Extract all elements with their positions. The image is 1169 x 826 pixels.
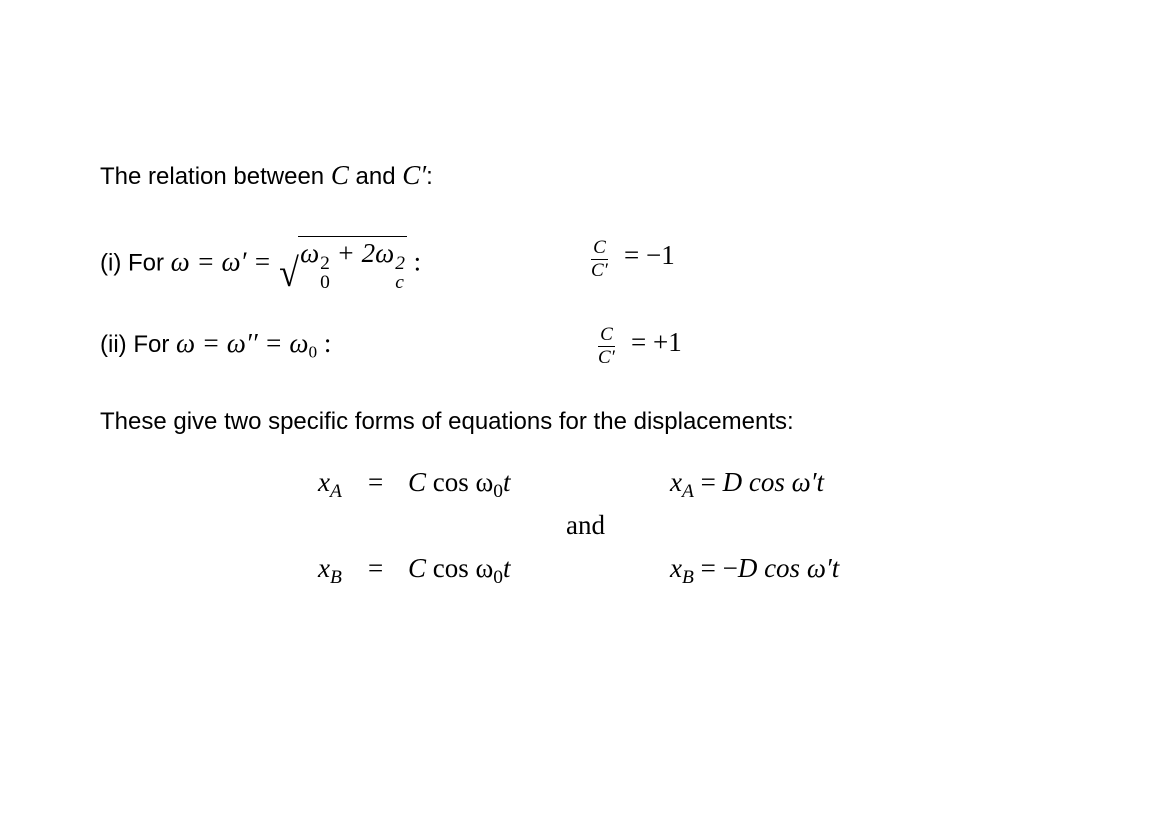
- case-ii-ratio-num: C: [600, 324, 613, 345]
- case-ii-prefix: (ii) For: [100, 331, 176, 358]
- case-i-colon: :: [406, 246, 422, 277]
- sqrt-expression: [278, 236, 407, 293]
- eq-left-xb-equals: =: [368, 553, 384, 583]
- case-ii-ratio-value: = +1: [631, 327, 682, 357]
- radical-sign: √: [279, 249, 299, 295]
- case-ii-ratio-den: C′: [598, 347, 615, 368]
- eq-left-xb-rhs: C $\cos \omega_0t$: [408, 553, 511, 589]
- case-ii-ratio-fraction: [598, 325, 615, 367]
- eq-left-xa-rhs: C $\cos \omega_0t$: [408, 467, 511, 503]
- summary-text: These give two specific forms of equations for the displacements:: [100, 408, 794, 435]
- case-i-prefix: (i) For: [100, 249, 171, 277]
- case-i-ratio-fraction: [591, 238, 608, 280]
- eq-right-xb: $x_B = -D$ cos ω′t: [670, 553, 840, 589]
- eq-left-xa-equals: =: [368, 467, 384, 497]
- var-c-prime: C′: [402, 160, 427, 190]
- intro-text-before: The relation between: [100, 163, 331, 190]
- case-i-line: [100, 236, 421, 293]
- intro-text-and: and: [348, 163, 403, 190]
- case-ii-lhs-sub: 0: [308, 342, 318, 362]
- equations-joiner: and: [566, 510, 605, 540]
- radicand: ω 2 0 + 2ω 2 c: [300, 238, 405, 294]
- eq-left-xb: $x_B$: [318, 553, 342, 589]
- case-ii-colon: :: [317, 328, 332, 358]
- var-c: C: [330, 160, 349, 190]
- case-i-ratio-value: = −1: [624, 240, 675, 270]
- intro-line: [100, 160, 433, 191]
- case-i-ratio-den: C′: [591, 260, 608, 281]
- intro-text-after: :: [426, 163, 433, 190]
- case-ii-lhs: ω = ω′′ = ω: [175, 328, 309, 358]
- eq-right-xa: $x_A = D$ cos ω′t: [670, 467, 825, 503]
- case-i-lhs: ω = ω′ =: [170, 246, 279, 277]
- eq-left-xa: $x_A$: [318, 467, 342, 503]
- case-ii-line: [100, 328, 331, 363]
- case-i-ratio-num: C: [593, 237, 606, 258]
